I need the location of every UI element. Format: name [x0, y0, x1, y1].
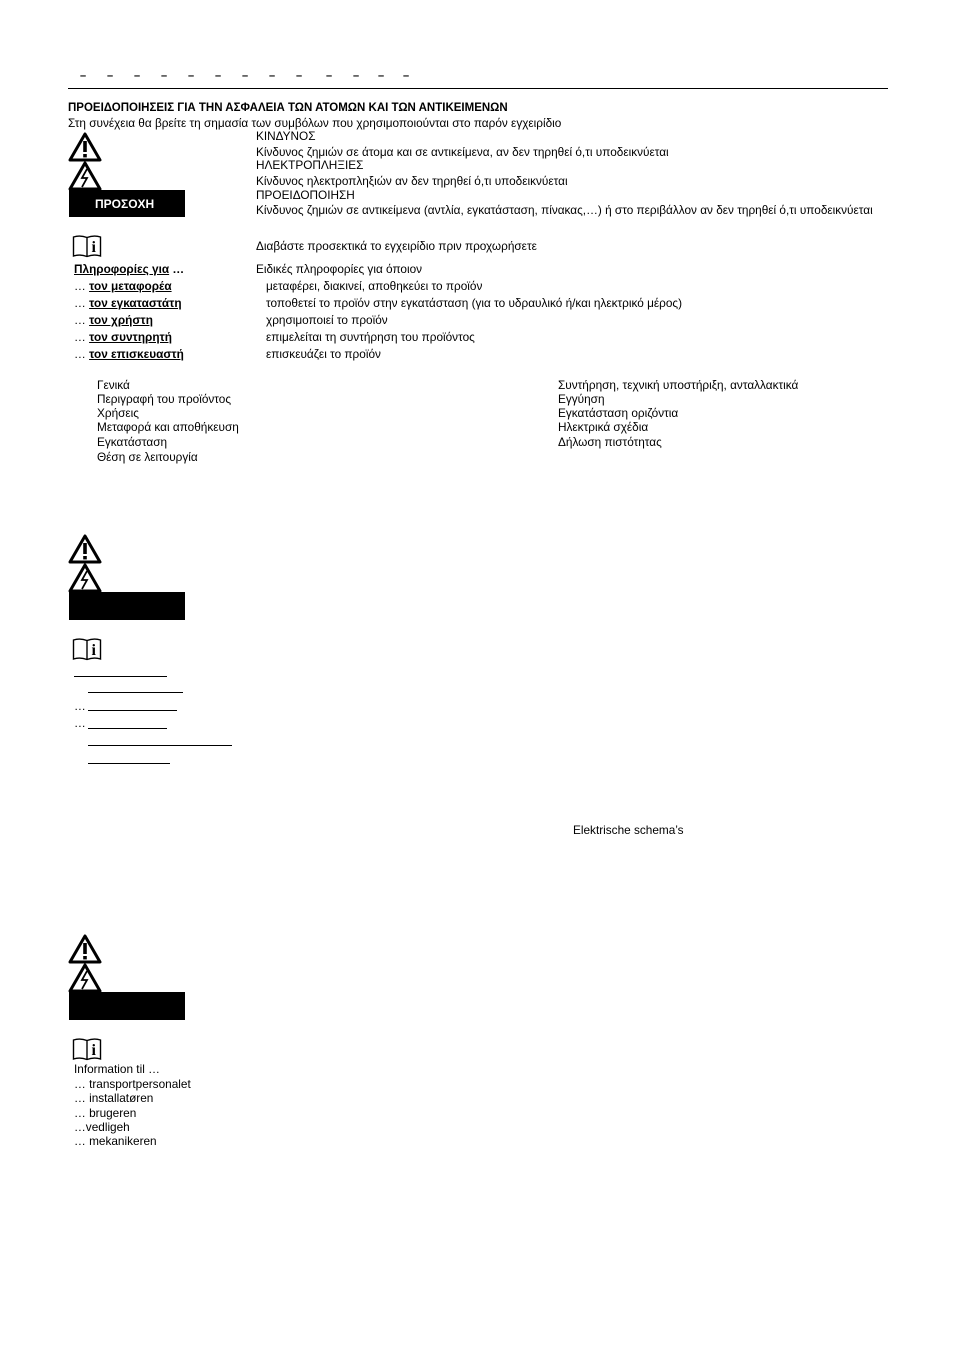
header-dash: – [378, 70, 385, 82]
info-for-heading [74, 262, 184, 276]
toc-item: Εγγύηση [558, 392, 605, 406]
toc-item: Ηλεκτρικά σχέδια [558, 420, 649, 434]
electric-shock-icon [68, 563, 102, 593]
read-manual-icon [72, 234, 102, 258]
header-dash: – [215, 70, 222, 82]
blank-underline [74, 676, 167, 677]
toc-item: Γενικά [97, 378, 130, 392]
manual-text: Διαβάστε προσεκτικά το εγχειρίδιο πριν προχωρήσετε [256, 239, 537, 253]
header-dash: – [134, 70, 141, 82]
read-manual-icon [72, 637, 102, 661]
read-manual-icon [72, 1037, 102, 1061]
role-desc: μεταφέρει, διακινεί, αποθηκεύει το προϊόν [266, 279, 483, 293]
shock-title: ΗΛΕΚΤΡΟΠΛΗΞΙΕΣ [256, 158, 364, 172]
danger-warning-icon [68, 934, 102, 964]
role-ellipsis: … [74, 296, 90, 310]
role-ellipsis: … [74, 279, 90, 293]
toc-item: Χρήσεις [97, 406, 139, 420]
header-dash: – [80, 70, 87, 82]
role-desc: επισκευάζει το προϊόν [266, 347, 381, 361]
role-row [74, 313, 153, 327]
role-row [74, 330, 172, 344]
blank-underline [88, 710, 177, 711]
blank-underline [88, 745, 232, 746]
role-item: … mekanikeren [74, 1134, 157, 1148]
role-desc: επιμελείται τη συντήρηση του προϊόντος [266, 330, 475, 344]
toc-item: Περιγραφή του προϊόντος [97, 392, 232, 406]
svg-text:i: i [91, 239, 96, 256]
toc-item: Εγκατάσταση οριζόντια [558, 406, 679, 420]
danger-text: Κίνδυνος ζημιών σε άτομα και σε αντικείμενα, αν δεν τηρηθεί ό,τι υποδεικνύεται [256, 145, 669, 159]
toc-item-electrical-schemas: Elektrische schema’s [573, 823, 684, 837]
role-ellipsis: … [74, 330, 90, 344]
role-name: τον χρήστη [89, 313, 153, 327]
warning-label-box: ΠΡΟΣΟΧΗ [69, 190, 185, 217]
header-dash: – [296, 70, 303, 82]
role-item: … transportpersonalet [74, 1077, 191, 1091]
header-dash: – [269, 70, 276, 82]
header-dash: – [161, 70, 168, 82]
toc-item: Θέση σε λειτουργία [97, 450, 198, 464]
svg-text:i: i [91, 1042, 96, 1059]
header-dash: – [107, 70, 114, 82]
toc-item: Δήλωση πιστότητας [558, 435, 662, 449]
info-for-desc: Ειδικές πληροφορίες για όποιον [256, 262, 423, 276]
info-for-heading: Information til … [74, 1062, 160, 1076]
header-dash: – [188, 70, 195, 82]
toc-item: Συντήρηση, τεχνική υποστήριξη, ανταλλακτικά [558, 378, 799, 392]
role-name: τον εγκαταστάτη [89, 296, 182, 310]
role-desc: τοποθετεί το προϊόν στην εγκατάσταση (για το υδραυλικό ή/και ηλεκτρικό μέρος) [266, 296, 683, 310]
blank-underline [88, 763, 170, 764]
blank-underline [88, 692, 183, 693]
role-row [74, 296, 182, 310]
info-for-ellipsis: … [169, 262, 185, 276]
role-ellipsis: … [74, 313, 90, 327]
electric-shock-icon [68, 161, 102, 191]
list-ellipsis: … [74, 699, 86, 713]
header-dash: – [403, 70, 410, 82]
role-desc: χρησιμοποιεί το προϊόν [266, 313, 388, 327]
warning-text: Κίνδυνος ζημιών σε αντικείμενα (αντλία, εγκατάσταση, πίνακας,…) ή στο περιβάλλον αν δεν τηρηθεί ό,τι υποδεικνύεται [256, 203, 873, 217]
svg-text:i: i [91, 642, 96, 659]
toc-item: Εγκατάσταση [97, 435, 168, 449]
role-name: τον συντηρητή [89, 330, 173, 344]
role-item: … installatøren [74, 1091, 154, 1105]
electric-shock-icon [68, 963, 102, 993]
warning-title: ΠΡΟΕΙΔΟΠΟΙΗΣΗ [256, 188, 355, 202]
warning-label-box [69, 992, 185, 1020]
role-ellipsis: … [74, 347, 90, 361]
role-item: … brugeren [74, 1106, 137, 1120]
info-for-label: Πληροφορίες για [74, 262, 170, 276]
header-dash: – [353, 70, 360, 82]
warning-label-box [69, 592, 185, 620]
header-dash: – [326, 70, 333, 82]
danger-warning-icon [68, 534, 102, 564]
safety-title: ΠΡΟΕΙΔΟΠΟΙΗΣΕΙΣ ΓΙΑ ΤΗΝ ΑΣΦΑΛΕΙΑ ΤΩΝ ΑΤΟΜΩΝ ΚΑΙ ΤΩΝ ΑΝΤΙΚΕΙΜΕΝΩΝ [68, 102, 508, 114]
toc-item: Μεταφορά και αποθήκευση [97, 420, 239, 434]
role-name: τον μεταφορέα [89, 279, 172, 293]
role-item: …vedligeh [74, 1120, 130, 1134]
list-ellipsis: … [74, 716, 86, 730]
header-dash: – [242, 70, 249, 82]
shock-text: Κίνδυνος ηλεκτροπληξιών αν δεν τηρηθεί ό,τι υποδεικνύεται [256, 174, 568, 188]
safety-intro: Στη συνέχεια θα βρείτε τη σημασία των συμβόλων που χρησιμοποιούνται στο παρόν εγχειρίδιο [68, 116, 562, 130]
role-row [74, 347, 184, 361]
header-rule [68, 88, 888, 89]
role-row [74, 279, 172, 293]
blank-underline [88, 728, 167, 729]
danger-title: ΚΙΝΔΥΝΟΣ [256, 129, 316, 143]
danger-warning-icon [68, 132, 102, 162]
role-name: τον επισκευαστή [89, 347, 184, 361]
